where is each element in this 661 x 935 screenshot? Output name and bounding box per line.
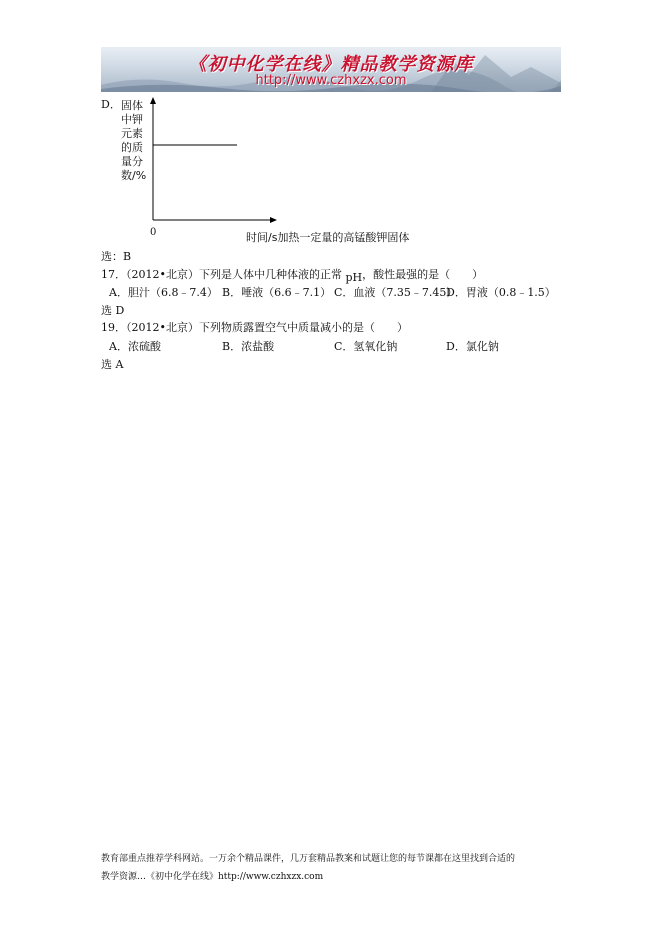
answer-q16: 选：B — [101, 250, 132, 263]
q19-option-d: D．氯化钠 — [446, 340, 499, 353]
q17-option-b: B．唾液（6.6﹣7.1） — [222, 286, 332, 299]
q19-option-b: B．浓盐酸 — [222, 340, 275, 353]
y-label-line: 数/% — [121, 169, 147, 182]
page-footer — [101, 850, 561, 886]
y-label-line: 量分 — [121, 155, 143, 168]
q19-option-a: A．浓硫酸 — [109, 340, 161, 353]
q19-option-c: C．氢氧化钠 — [334, 340, 398, 353]
x-axis-arrow — [270, 217, 277, 223]
footer-prefix: 教学资源…《初中化学在线》 — [101, 872, 219, 882]
chart-option-d — [101, 96, 431, 246]
banner-url: http://www.czhxzx.com — [255, 73, 407, 88]
footer-url-link[interactable]: http://www.czhxzx.com — [218, 872, 324, 882]
chart-caption: 加热一定量的高锰酸钾固体 — [277, 231, 410, 244]
q17-stem-after: ，酸性最强的是（ ） — [362, 268, 484, 281]
footer-line-1: 教育部重点推荐学科网站。一万余个精品课件，几万套精品教案和试题让您的每节课都在这里找到合适的 — [101, 854, 516, 864]
x-axis-label — [246, 229, 409, 245]
banner-title: 《初中化学在线》精品教学资源库 — [188, 54, 474, 75]
question-19-stem: 19．（2012•北京）下列物质露置空气中质量减小的是（ ） — [101, 321, 408, 334]
x-axis-title: 时间/s — [246, 231, 278, 244]
q17-option-d: D．胃液（0.8﹣1.5） — [446, 286, 556, 299]
answer-q19: 选 A — [101, 358, 124, 371]
y-label-line: 的质 — [121, 141, 143, 154]
q17-option-a: A．胆汁（6.8﹣7.4） — [109, 286, 218, 299]
origin-label: 0 — [150, 227, 157, 238]
y-label-line: 固体 — [121, 99, 143, 112]
q17-stem-before: 17．（2012•北京）下列是人体中几种体液的正常 — [101, 268, 346, 281]
y-label-line: 元素 — [121, 127, 143, 140]
question-17-stem — [101, 268, 483, 282]
footer-line-2 — [101, 868, 561, 886]
y-axis-label — [121, 99, 153, 183]
y-label-line: 中钾 — [121, 113, 143, 126]
answer-q17: 选 D — [101, 304, 125, 317]
option-d-label: D． — [101, 98, 121, 111]
site-banner — [101, 47, 561, 92]
q17-ph: pH — [345, 271, 363, 284]
q17-option-c: C．血液（7.35﹣7.45） — [334, 286, 458, 299]
